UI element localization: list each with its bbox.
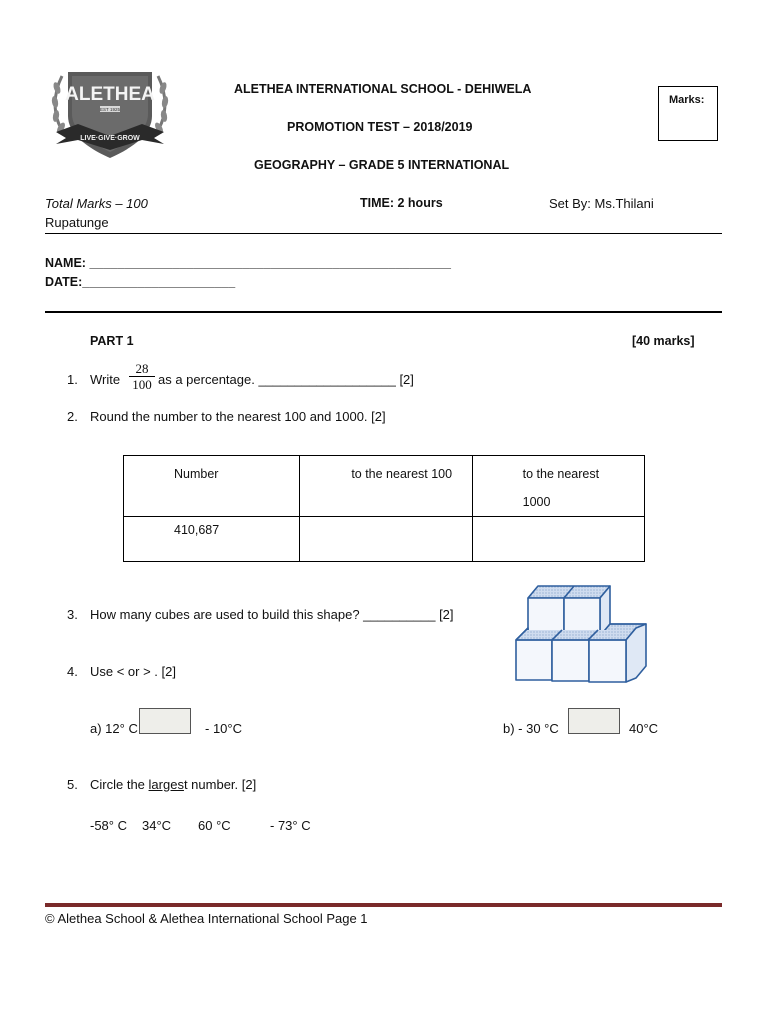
table-header-number: Number (174, 467, 219, 481)
q4a-left: a) 12° C (90, 721, 138, 736)
logo-motto: LIVE·GIVE·GROW (80, 135, 140, 142)
q5-text-underlined: larges (148, 777, 184, 792)
table-cell-answer-100[interactable] (300, 517, 471, 521)
rounding-table (123, 455, 645, 562)
school-crest-icon (48, 66, 172, 162)
q1-text-post: as a percentage. ___________________ [2] (158, 372, 414, 387)
q5-value[interactable]: 60 °C (198, 818, 231, 833)
q4a-answer-box[interactable] (139, 708, 191, 734)
question-number: 1. (67, 372, 78, 387)
footer-text: © Alethea School & Alethea International School Page 1 (45, 911, 368, 926)
footer-rule (45, 903, 722, 907)
q4-text: Use < or > . [2] (90, 664, 176, 679)
question-number: 4. (67, 664, 78, 679)
logo-text: ALETHEA (65, 84, 155, 105)
q2-text: Round the number to the nearest 100 and 1000. [2] (90, 409, 386, 424)
q5-value[interactable]: - 73° C (270, 818, 311, 833)
q5-text-post: t number. [2] (183, 777, 257, 792)
name-field: NAME: ____________________________________________________ (45, 256, 451, 270)
school-logo (48, 66, 172, 162)
table-header-nearest-1000 (473, 456, 644, 516)
q4b-answer-box[interactable] (568, 708, 620, 734)
cubes-illustration (512, 580, 652, 688)
table-header-nearest-1000-line2: 1000 (522, 495, 551, 509)
fraction-denominator: 100 (132, 377, 152, 392)
q1-text-pre: Write (90, 372, 121, 387)
part-marks: [40 marks] (632, 334, 695, 348)
divider-line (45, 233, 722, 234)
table-row (124, 517, 645, 562)
test-title: PROMOTION TEST – 2018/2019 (287, 120, 473, 134)
table-cell-number: 410,687 (174, 523, 220, 537)
q5-text-pre: Circle the (90, 777, 149, 792)
set-by: Set By: Ms.Thilani (549, 196, 654, 211)
q3-text: How many cubes are used to build this shape? __________ [2] (90, 607, 454, 622)
marks-label: Marks: (669, 94, 705, 106)
fraction-numerator: 28 (129, 361, 155, 377)
part-title: PART 1 (90, 334, 134, 348)
cube-stack-icon (512, 580, 652, 688)
q4a-right: - 10°C (205, 721, 242, 736)
q5-value[interactable]: 34°C (142, 818, 172, 833)
total-marks: Total Marks – 100 (45, 196, 148, 211)
q5-text (90, 777, 256, 792)
table-header-nearest-100: to the nearest 100 (351, 467, 453, 481)
q1-fraction (129, 361, 155, 392)
svg-text:EST 1925: EST 1925 (100, 107, 120, 112)
school-name: ALETHEA INTERNATIONAL SCHOOL - DEHIWELA (234, 82, 532, 96)
set-by-continued: Rupatunge (45, 215, 109, 230)
marks-box (658, 86, 718, 141)
date-field: DATE:______________________ (45, 275, 236, 289)
question-number: 3. (67, 607, 78, 622)
q4b-right: 40°C (629, 721, 659, 736)
question-number: 5. (67, 777, 78, 792)
q5-value[interactable]: -58° C (90, 818, 127, 833)
question-number: 2. (67, 409, 78, 424)
table-header-row (124, 456, 645, 517)
q4b-left: b) - 30 °C (503, 721, 559, 736)
table-header-nearest-1000-line1: to the nearest (522, 467, 600, 481)
table-cell-answer-1000[interactable] (473, 517, 644, 521)
divider-line-thick (45, 311, 722, 313)
subject-title: GEOGRAPHY – GRADE 5 INTERNATIONAL (254, 158, 510, 172)
time-allowed: TIME: 2 hours (360, 196, 443, 210)
